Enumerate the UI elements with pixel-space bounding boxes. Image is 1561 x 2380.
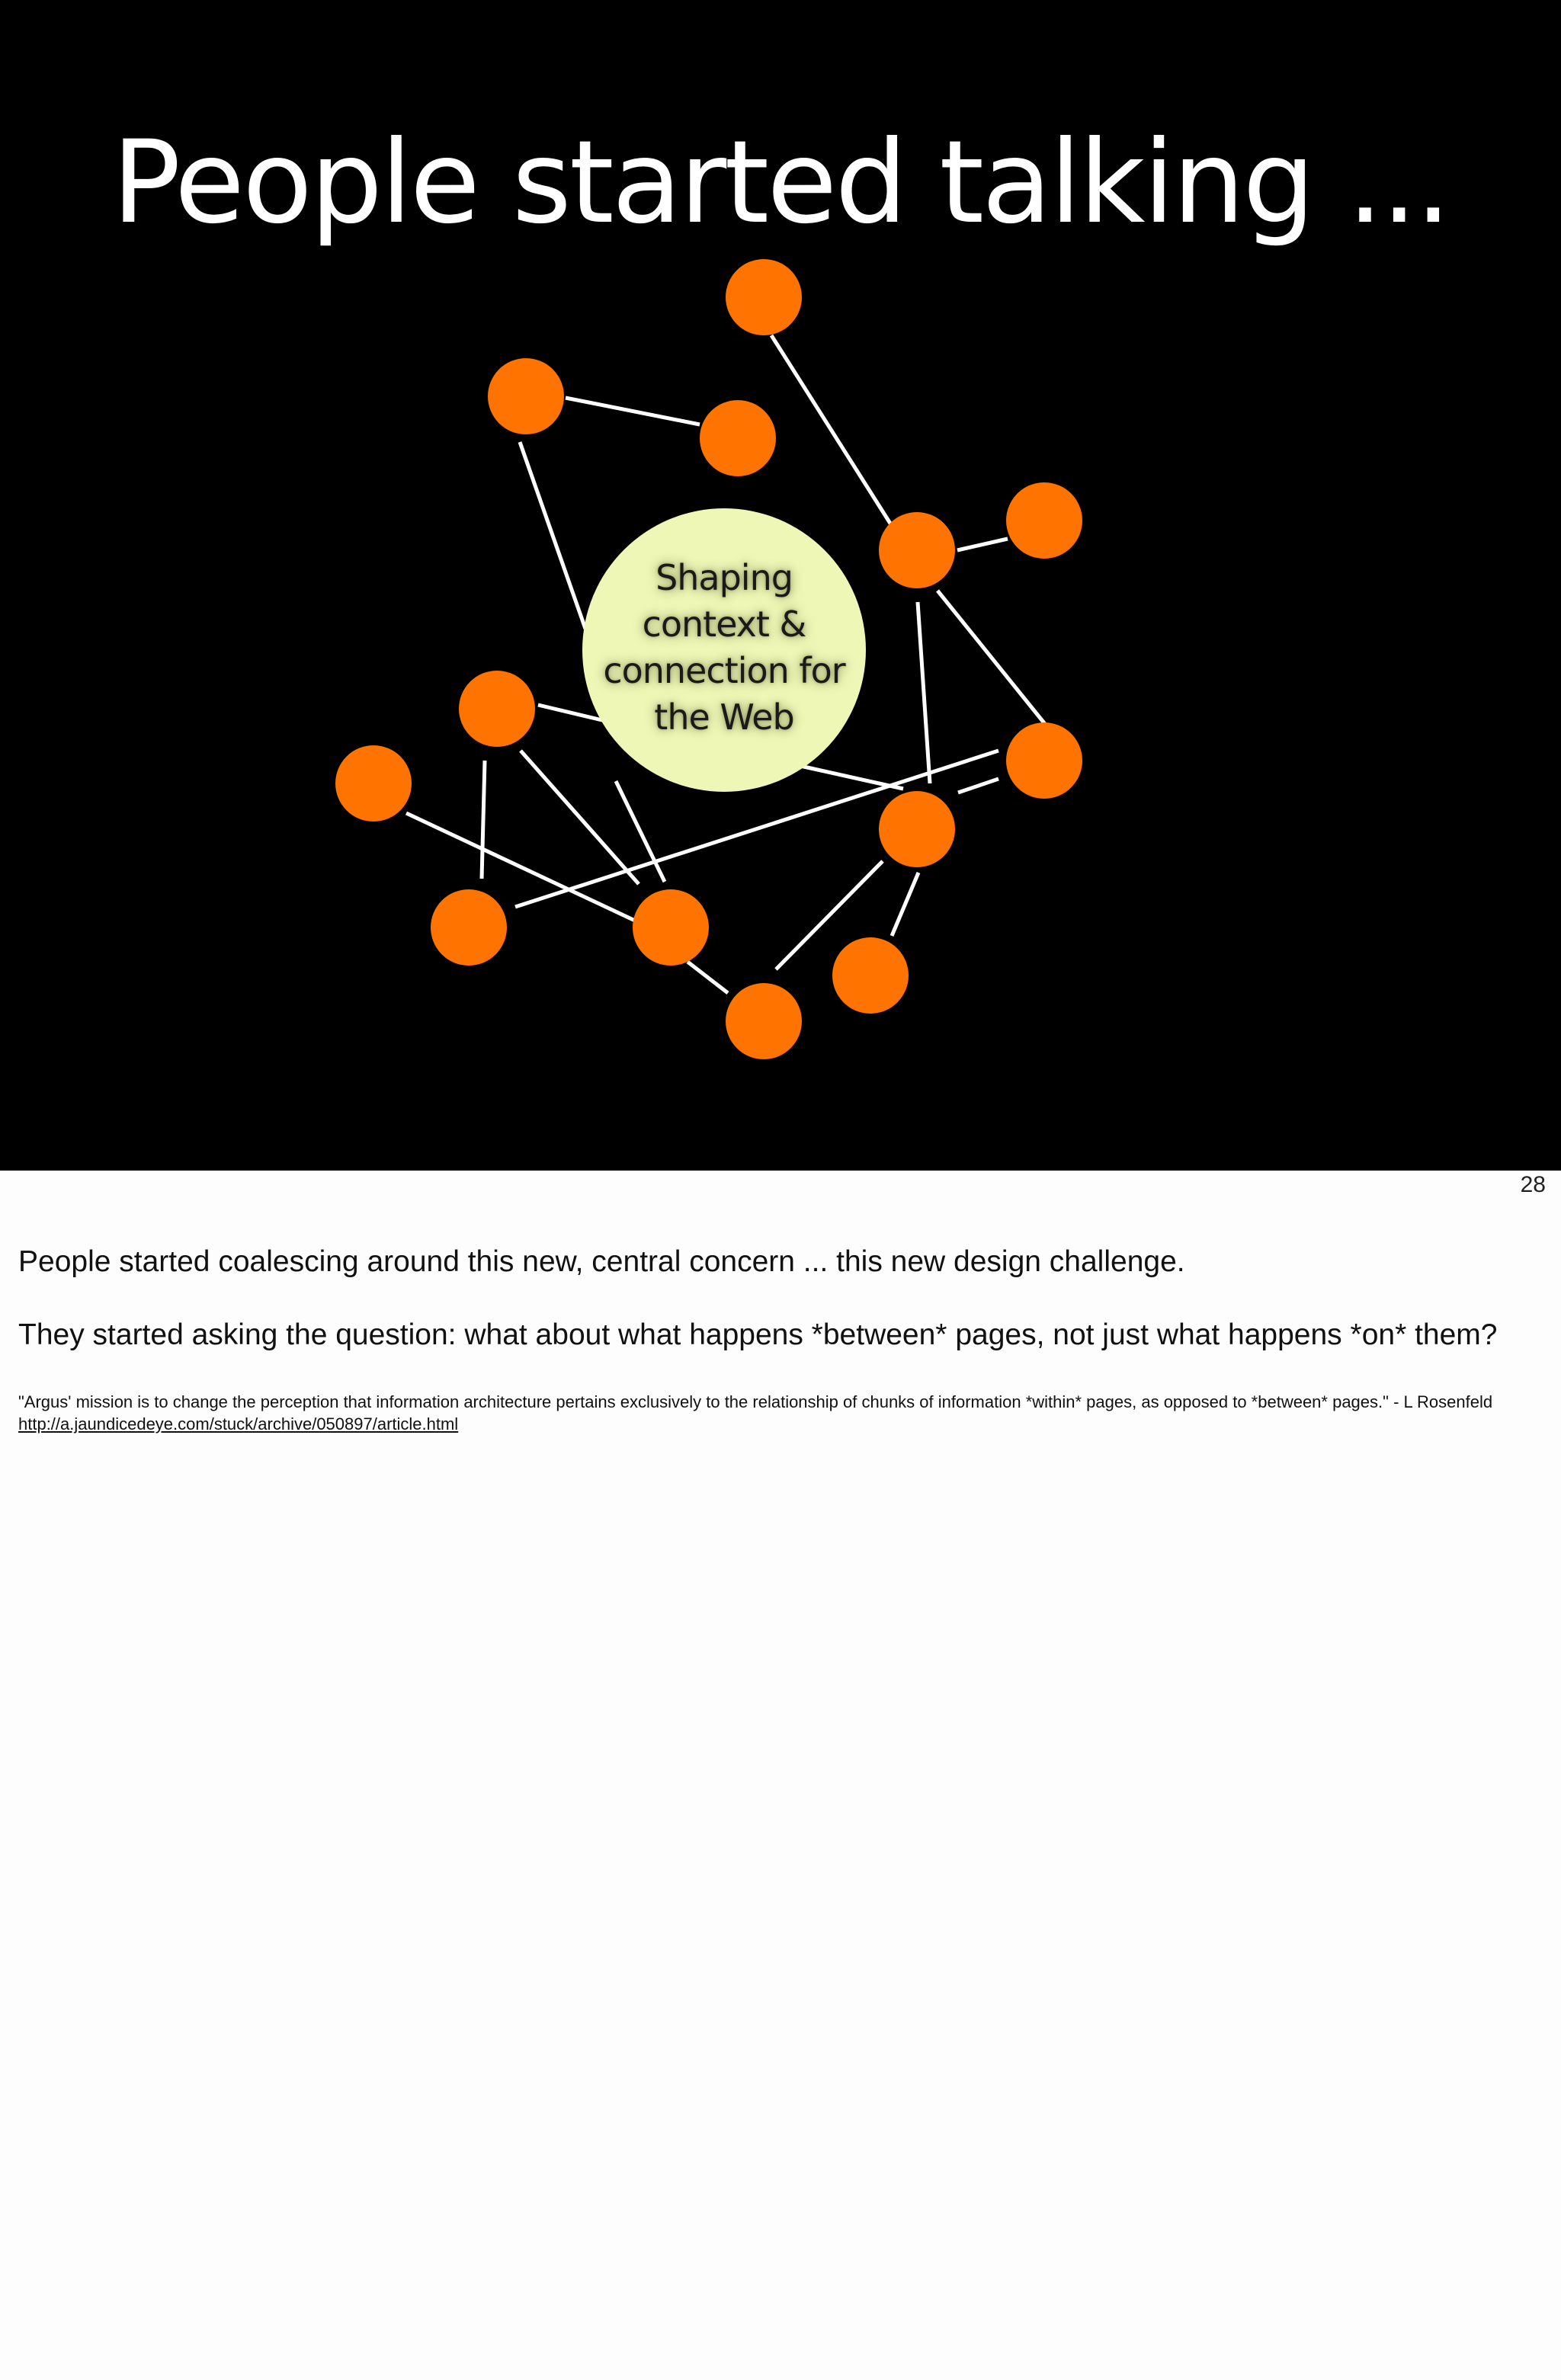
center-label-line: context & — [642, 604, 806, 645]
network-edge — [938, 591, 1048, 728]
speaker-notes — [18, 1244, 1512, 1436]
network-edge — [958, 779, 998, 793]
notes-paragraph: They started asking the question: what about what happens *between* pages, not just what happens *on* them? — [18, 1318, 1498, 1351]
network-node — [335, 745, 412, 822]
center-label-line: the Web — [654, 697, 794, 738]
notes-paragraph: People started coalescing around this new, central concern ... this new design challenge. — [18, 1245, 1185, 1278]
network-edge — [521, 751, 639, 884]
network-edge — [892, 873, 918, 936]
network-edge — [520, 442, 585, 629]
network-node — [488, 358, 564, 434]
network-node — [879, 791, 955, 867]
network-edge — [771, 335, 892, 526]
center-label-line: connection for — [603, 650, 845, 691]
network-node — [633, 889, 709, 966]
network-node — [459, 671, 535, 747]
network-node — [1006, 722, 1082, 799]
quote-text: "Argus' mission is to change the perception that information architecture pertains exclusively to the relationship of chunks of information *within* pages, as opposed to *between* pages." - L Rosenfeld — [18, 1392, 1493, 1411]
network-node — [431, 889, 507, 966]
network-node — [879, 512, 955, 588]
network-node — [1006, 482, 1082, 559]
network-node — [832, 937, 909, 1014]
source-link[interactable]: http://a.jaundicedeye.com/stuck/archive/050897/article.html — [18, 1414, 459, 1433]
network-edge — [957, 539, 1008, 550]
center-label-line: Shaping — [655, 557, 793, 598]
slide — [0, 0, 1561, 1171]
slide-title: People started talking ... — [111, 117, 1450, 249]
network-edge — [482, 761, 485, 879]
page-number: 28 — [1520, 1172, 1546, 1197]
network-edge — [918, 602, 930, 783]
network-node — [726, 983, 802, 1059]
network-edge — [688, 962, 728, 993]
network-node — [726, 259, 802, 335]
center-label — [579, 555, 869, 741]
network-edge — [566, 398, 700, 424]
network-node — [700, 400, 776, 476]
